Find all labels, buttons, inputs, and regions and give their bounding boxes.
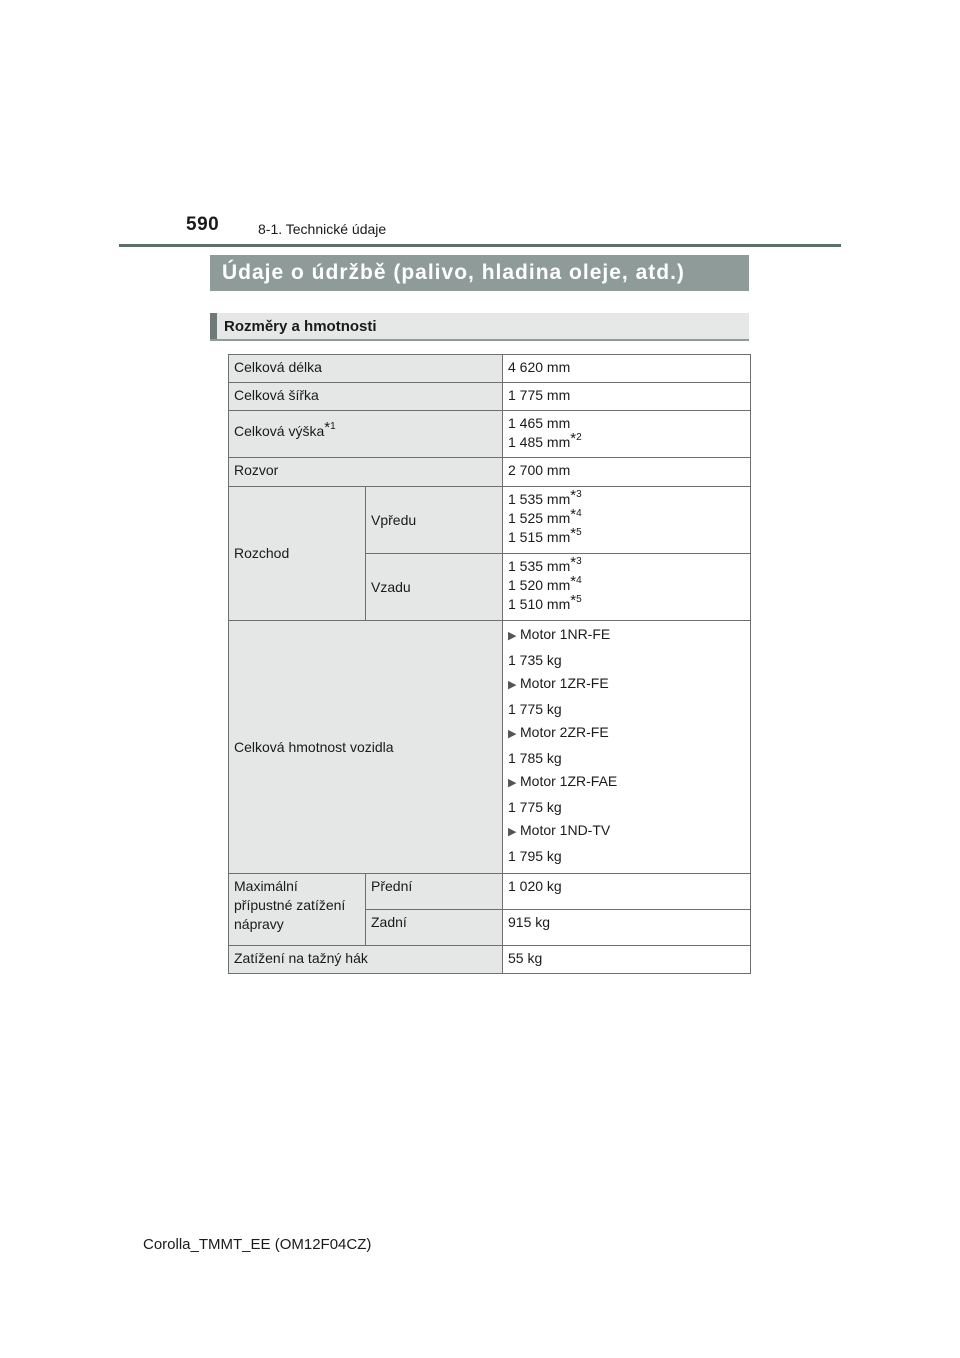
header-rule	[119, 244, 841, 247]
sub-label: Vpředu	[366, 487, 503, 554]
engine-name: Motor 1NR-FE	[520, 626, 611, 642]
row-value: 915 kg	[503, 910, 751, 946]
footnote-number: 3	[576, 489, 582, 500]
tread-rear-value-3: 1 510 mm	[508, 596, 571, 612]
row-label: Rozvor	[229, 458, 503, 487]
asterisk-icon: *	[324, 419, 331, 436]
footnote-number: 4	[576, 575, 582, 586]
row-label: Celková délka	[229, 355, 503, 383]
height-label: Celková výška	[234, 423, 325, 439]
footer-text: Corolla_TMMT_EE (OM12F04CZ)	[143, 1236, 372, 1253]
footnote-number: 5	[576, 527, 582, 538]
sub-label: Přední	[366, 874, 503, 910]
asterisk-icon: *	[570, 430, 577, 447]
section-subtitle	[210, 313, 749, 341]
row-label: Celková hmotnost vozidla	[229, 621, 503, 874]
footnote-number: 3	[576, 556, 582, 567]
page-title	[210, 255, 749, 291]
table-row	[229, 411, 751, 458]
specs-table	[228, 354, 751, 974]
page-number: 590	[186, 214, 220, 235]
footnote-number: 5	[576, 594, 582, 605]
row-label: Maximální přípustné zatížení nápravy	[229, 874, 366, 946]
row-value: 55 kg	[503, 946, 751, 974]
sub-label: Vzadu	[366, 554, 503, 621]
page-title-text: Údaje o údržbě (palivo, hladina oleje, atd.)	[222, 261, 685, 284]
table-row	[229, 458, 751, 487]
tread-front-value-2: 1 525 mm	[508, 510, 571, 526]
row-label: Rozchod	[229, 487, 366, 621]
tread-rear-value-2: 1 520 mm	[508, 577, 571, 593]
section-label: 8-1. Technické údaje	[258, 221, 387, 237]
subtitle-text: Rozměry a hmotnosti	[224, 317, 377, 335]
footnote-mark	[570, 506, 582, 523]
list-item	[508, 674, 745, 695]
row-value: 4 620 mm	[503, 355, 751, 383]
asterisk-icon: *	[570, 506, 577, 523]
list-item	[508, 723, 745, 744]
row-label	[229, 411, 503, 458]
table-row	[229, 874, 751, 910]
footnote-mark	[570, 573, 582, 590]
row-value: 1 020 kg	[503, 874, 751, 910]
height-value-1: 1 465 mm	[508, 415, 571, 431]
tread-front-value-1: 1 535 mm	[508, 491, 571, 507]
engine-weight: 1 775 kg	[508, 799, 562, 815]
row-value	[503, 411, 751, 458]
engine-weight: 1 795 kg	[508, 848, 562, 864]
row-label: Celková šířka	[229, 383, 503, 411]
asterisk-icon: *	[570, 525, 577, 542]
footnote-mark	[324, 419, 336, 436]
table-row	[229, 487, 751, 554]
footnote-mark	[570, 487, 582, 504]
asterisk-icon: *	[570, 573, 577, 590]
row-label: Zatížení na tažný hák	[229, 946, 503, 974]
triangle-right-icon: ▶	[508, 826, 517, 838]
list-item	[508, 821, 745, 842]
engine-weight: 1 775 kg	[508, 701, 562, 717]
subtitle-accent	[210, 313, 217, 339]
height-value-2: 1 485 mm	[508, 434, 571, 450]
tread-rear-value-1: 1 535 mm	[508, 558, 571, 574]
engine-name: Motor 1ZR-FAE	[520, 773, 618, 789]
table-row	[229, 946, 751, 974]
engine-weight: 1 785 kg	[508, 750, 562, 766]
footnote-number: 1	[330, 421, 336, 432]
footnote-mark	[570, 592, 582, 609]
footnote-mark	[570, 525, 582, 542]
engine-name: Motor 2ZR-FE	[520, 724, 609, 740]
list-item	[508, 625, 745, 646]
sub-label: Zadní	[366, 910, 503, 946]
tread-front-value-3: 1 515 mm	[508, 529, 571, 545]
table-row	[229, 621, 751, 874]
row-value	[503, 554, 751, 621]
engine-name: Motor 1ZR-FE	[520, 675, 609, 691]
triangle-right-icon: ▶	[508, 728, 517, 740]
row-value	[503, 487, 751, 554]
footnote-number: 2	[576, 432, 582, 443]
row-value: 1 775 mm	[503, 383, 751, 411]
list-item	[508, 772, 745, 793]
row-value	[503, 621, 751, 874]
row-value: 2 700 mm	[503, 458, 751, 487]
triangle-right-icon: ▶	[508, 679, 517, 691]
table-row	[229, 355, 751, 383]
triangle-right-icon: ▶	[508, 630, 517, 642]
footnote-mark	[570, 554, 582, 571]
asterisk-icon: *	[570, 487, 577, 504]
table-row	[229, 383, 751, 411]
asterisk-icon: *	[570, 592, 577, 609]
footnote-mark	[570, 430, 582, 447]
engine-weight: 1 735 kg	[508, 652, 562, 668]
triangle-right-icon: ▶	[508, 777, 517, 789]
engine-name: Motor 1ND-TV	[520, 822, 611, 838]
asterisk-icon: *	[570, 554, 577, 571]
footnote-number: 4	[576, 508, 582, 519]
